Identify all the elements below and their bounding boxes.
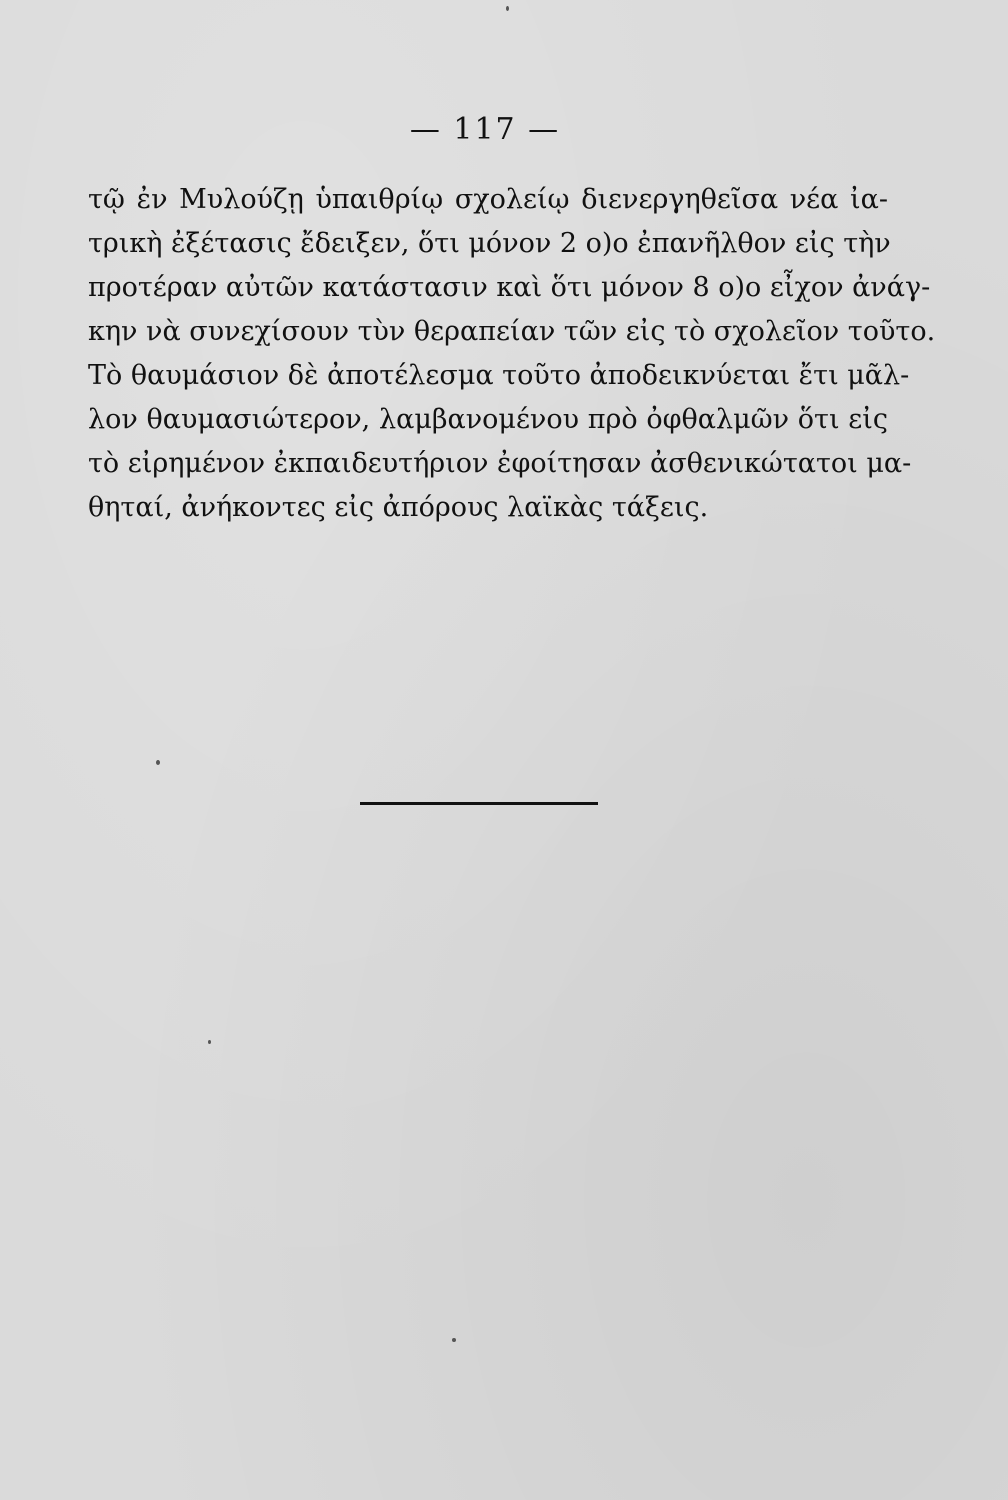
text-line: κην νὰ συνεχίσουν τὺν θεραπείαν τῶν εἰς τὸ σχολεῖον τοῦτο. <box>88 316 936 347</box>
page-number: — 117 — <box>409 112 561 147</box>
paper-speck <box>208 1040 211 1044</box>
text-line: λον θαυμασιώτερον, λαμβανομένου πρὸ ὀφθαλμῶν ὅτι εἰς <box>88 404 888 435</box>
paper-speck <box>452 1338 456 1342</box>
text-line: προτέραν αὐτῶν κατάστασιν καὶ ὅτι μόνον 8 ο)ο εἶχον ἀνάγ- <box>88 272 931 303</box>
text-line: τῷ ἐν Μυλούζῃ ὑπαιθρίῳ σχολείῳ διενεργηθεῖσα νέα ἰα- <box>88 184 888 215</box>
paper-speck <box>156 760 160 765</box>
text-line: Τὸ θαυμάσιον δὲ ἀποτέλεσμα τοῦτο ἀποδεικνύεται ἔτι μᾶλ- <box>88 360 910 391</box>
body-text <box>88 178 936 530</box>
text-line: τὸ εἰρημένον ἐκπαιδευτήριον ἐφοίτησαν ἀσθενικώτατοι μα- <box>88 448 912 479</box>
text-line: τρικὴ ἐξέτασις ἔδειξεν, ὅτι μόνον 2 ο)ο ἐπανῆλθον εἰς τὴν <box>88 228 891 259</box>
paper-speck <box>506 6 509 11</box>
end-rule <box>360 802 598 805</box>
text-line: θηταί, ἀνήκοντες εἰς ἀπόρους λαϊκὰς τάξεις. <box>88 492 709 523</box>
